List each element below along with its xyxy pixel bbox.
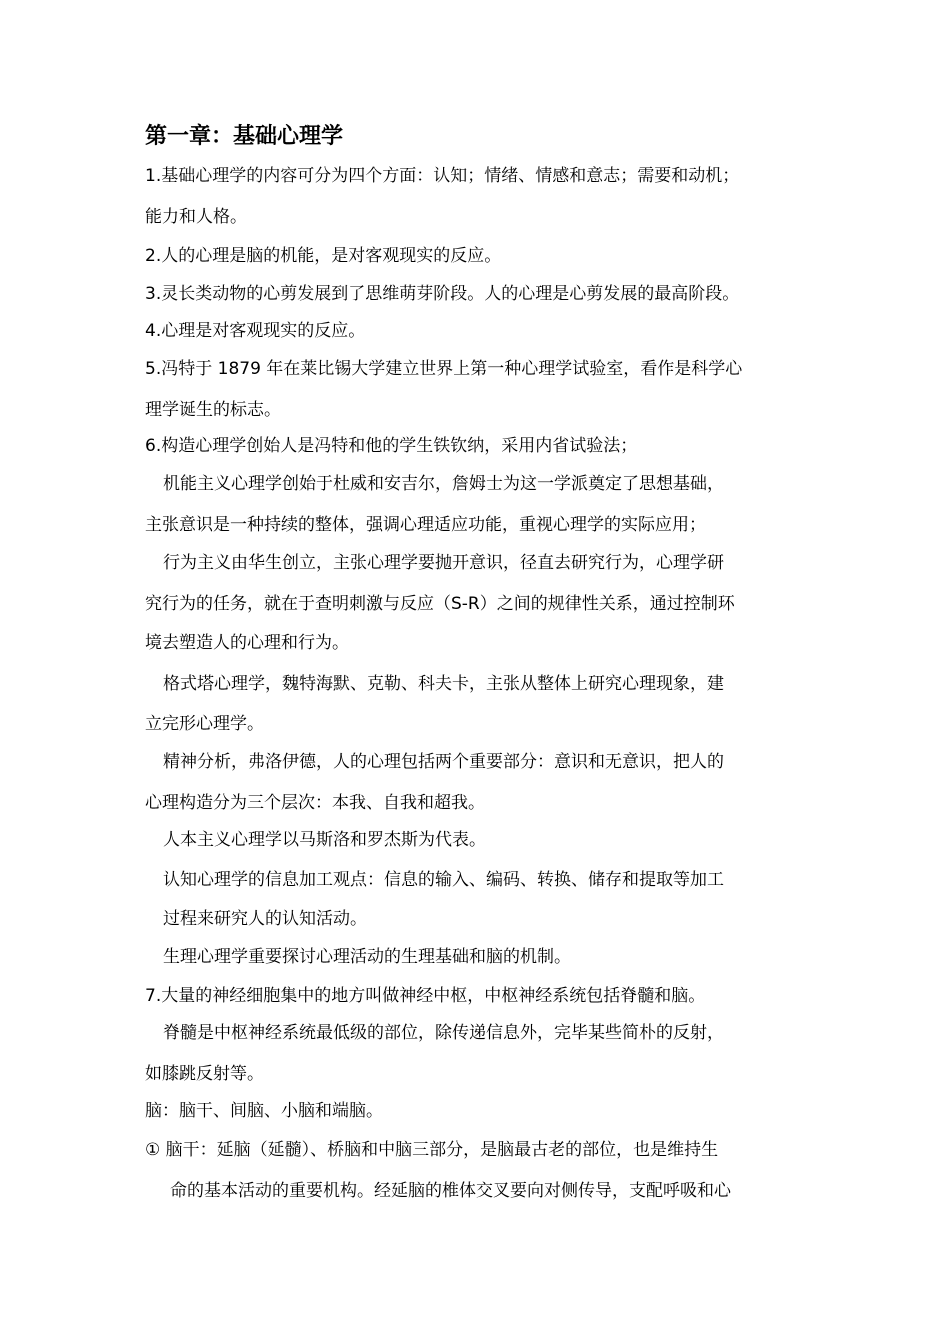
text-line: 精神分析，弗洛伊德，人的心理包括两个重要部分：意识和无意识，把人的 — [163, 752, 724, 772]
text-line: 脑：脑干、间脑、小脑和端脑。 — [145, 1101, 383, 1121]
text-line: 5.冯特于 1879 年在莱比锡大学建立世界上第一种心理学试验室，看作是科学心 — [145, 359, 743, 379]
text-line: 4.心理是对客观现实的反应。 — [145, 321, 366, 341]
text-line: 过程来研究人的认知活动。 — [163, 909, 367, 929]
text-line: 1.基础心理学的内容可分为四个方面：认知；情绪、情感和意志；需要和动机； — [145, 166, 740, 186]
text-line: 命的基本活动的重要机构。经延脑的椎体交叉要向对侧传导，支配呼吸和心 — [170, 1181, 731, 1201]
text-line: 2.人的心理是脑的机能，是对客观现实的反应。 — [145, 246, 502, 266]
text-line: 6.构造心理学创始人是冯特和他的学生铁钦纳，采用内省试验法； — [145, 436, 638, 456]
text-line: 主张意识是一种持续的整体，强调心理适应功能，重视心理学的实际应用； — [145, 515, 706, 535]
text-line: 人本主义心理学以马斯洛和罗杰斯为代表。 — [163, 830, 486, 850]
text-line: 脊髓是中枢神经系统最低级的部位，除传递信息外，完毕某些简朴的反射， — [163, 1023, 724, 1043]
text-line: 7.大量的神经细胞集中的地方叫做神经中枢，中枢神经系统包括脊髓和脑。 — [145, 986, 706, 1006]
text-line: 心理构造分为三个层次：本我、自我和超我。 — [145, 793, 485, 813]
text-line: 究行为的任务，就在于查明刺激与反应（S-R）之间的规律性关系，通过控制环 — [145, 594, 735, 614]
text-line: 认知心理学的信息加工观点：信息的输入、编码、转换、储存和提取等加工 — [163, 870, 724, 890]
text-line: 立完形心理学。 — [145, 714, 264, 734]
text-line: 行为主义由华生创立，主张心理学要抛开意识，径直去研究行为，心理学研 — [163, 553, 724, 573]
text-line: 3.灵长类动物的心剪发展到了思维萌芽阶段。人的心理是心剪发展的最高阶段。 — [145, 284, 740, 304]
text-line: ① 脑干：延脑（延髓）、桥脑和中脑三部分，是脑最古老的部位，也是维持生 — [145, 1140, 719, 1160]
text-line: 境去塑造人的心理和行为。 — [145, 633, 349, 653]
text-line: 能力和人格。 — [145, 207, 247, 227]
text-line: 生理心理学重要探讨心理活动的生理基础和脑的机制。 — [163, 947, 571, 967]
text-line: 格式塔心理学，魏特海默、克勒、科夫卡，主张从整体上研究心理现象，建 — [163, 674, 724, 694]
text-line: 如膝跳反射等。 — [145, 1064, 264, 1084]
text-line: 理学诞生的标志。 — [145, 400, 281, 420]
text-line: 机能主义心理学创始于杜威和安吉尔，詹姆士为这一学派奠定了思想基础， — [163, 474, 724, 494]
chapter-title: 第一章：基础心理学 — [145, 124, 344, 149]
